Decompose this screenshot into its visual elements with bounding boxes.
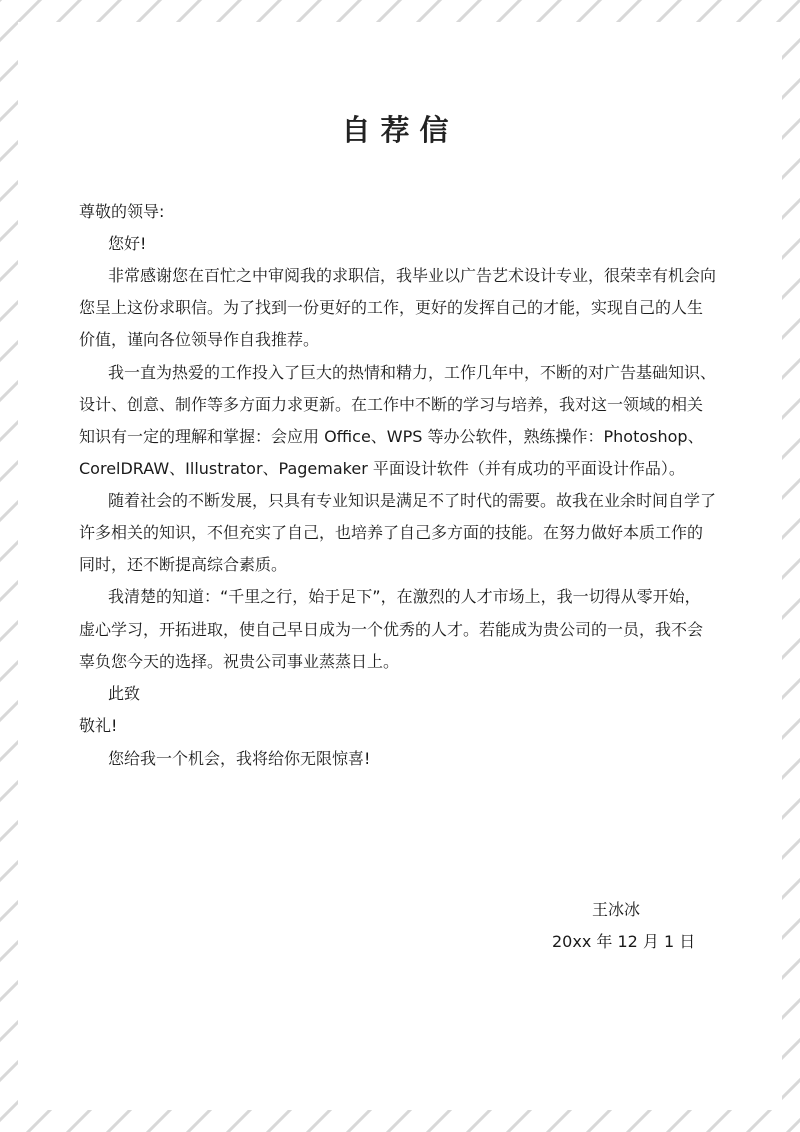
body-line: 虚心学习，开拓进取，使自己早日成为一个优秀的人才。若能成为贵公司的一员，我不会	[79, 620, 704, 639]
body-line: 随着社会的不断发展，只具有专业知识是满足不了时代的需要。故我在业余时间自学了	[108, 491, 717, 510]
body-line: 同时，还不断提高综合素质。	[79, 555, 288, 574]
body-line: 许多相关的知识，不但充实了自己，也培养了自己多方面的技能。在努力做好本质工作的	[79, 523, 704, 542]
body-line: 辜负您今天的选择。祝贵公司事业蒸蒸日上。	[79, 652, 400, 671]
body-line: 非常感谢您在百忙之中审阅我的求职信，我毕业以广告艺术设计专业，很荣幸有机会向	[108, 266, 717, 285]
signature-name: 王冰冰	[592, 900, 641, 919]
postscript: 您给我一个机会，我将给你无限惊喜!	[108, 749, 371, 768]
letter-title: 自荐信	[341, 113, 459, 147]
signature-date: 20xx 年 12 月 1 日	[552, 932, 696, 951]
body-line: 我一直为热爱的工作投入了巨大的热情和精力，工作几年中，不断的对广告基础知识、	[108, 363, 717, 382]
body-line: 知识有一定的理解和掌握：会应用 Office、WPS 等办公软件，熟练操作：Photoshop、	[79, 427, 704, 446]
body-line: CorelDRAW、Illustrator、Pagemaker 平面设计软件（并有成功的平面设计作品）。	[79, 459, 685, 478]
body-line: 价值，谨向各位领导作自我推荐。	[79, 330, 320, 349]
body-line: 我清楚的知道：“千里之行，始于足下”，在激烈的人才市场上，我一切得从零开始，	[108, 587, 701, 606]
greeting: 您好!	[108, 234, 147, 253]
body-line: 设计、创意、制作等多方面力求更新。在工作中不断的学习与培养，我对这一领域的相关	[79, 395, 704, 414]
closing-line-1: 此致	[108, 684, 141, 703]
salutation: 尊敬的领导:	[79, 202, 165, 221]
closing-line-2: 敬礼!	[79, 716, 118, 735]
body-line: 您呈上这份求职信。为了找到一份更好的工作，更好的发挥自己的才能，实现自己的人生	[79, 298, 704, 317]
